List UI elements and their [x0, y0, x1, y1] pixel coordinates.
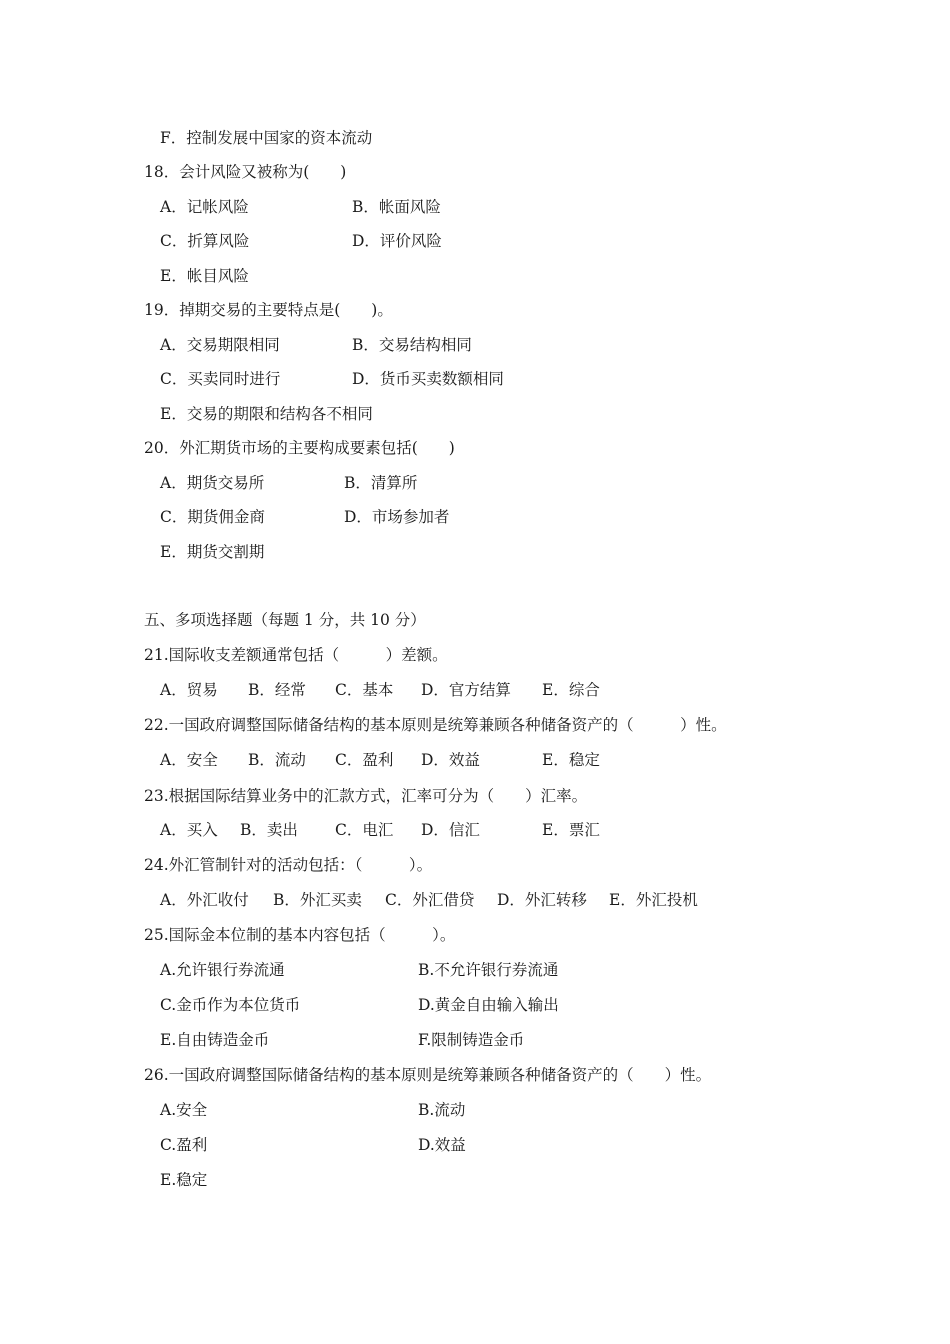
q18-option-d: D．评价风险 [352, 232, 442, 250]
q21-option-e: E．综合 [542, 681, 600, 699]
q25-option-d: D.黄金自由输入输出 [418, 996, 559, 1014]
q22-option-d: D．效益 [421, 751, 480, 769]
q23-option-a: A．买入 [160, 821, 218, 839]
section-heading: 五、多项选择题（每题 1 分，共 10 分） [144, 611, 426, 629]
question-18: 18．会计风险又被称为( ) [144, 163, 347, 181]
q20-option-e: E．期货交割期 [160, 543, 265, 561]
question-20: 20．外汇期货市场的主要构成要素包括( ) [144, 439, 455, 457]
q20-option-b: B．清算所 [344, 474, 418, 492]
question-24: 24.外汇管制针对的活动包括：（ ）。 [144, 856, 433, 874]
q18-option-c: C．折算风险 [160, 232, 250, 250]
q18-option-a: A．记帐风险 [160, 198, 249, 216]
q18-option-b: B．帐面风险 [352, 198, 441, 216]
q24-option-b: B．外汇买卖 [273, 891, 362, 909]
question-23: 23.根据国际结算业务中的汇款方式，汇率可分为（ ）汇率。 [144, 787, 588, 805]
q20-option-c: C．期货佣金商 [160, 508, 265, 526]
q21-option-d: D．官方结算 [421, 681, 511, 699]
q23-option-d: D．信汇 [421, 821, 480, 839]
q22-option-b: B．流动 [248, 751, 306, 769]
question-19: 19．掉期交易的主要特点是( )。 [144, 301, 393, 319]
q26-option-c: C.盈利 [160, 1136, 208, 1154]
question-22: 22.一国政府调整国际储备结构的基本原则是统筹兼顾各种储备资产的（ ）性。 [144, 716, 727, 734]
q22-option-c: C．盈利 [335, 751, 394, 769]
q21-option-a: A．贸易 [160, 681, 218, 699]
q25-option-f: F.限制铸造金币 [418, 1031, 525, 1049]
question-26: 26.一国政府调整国际储备结构的基本原则是统筹兼顾各种储备资产的（ ）性。 [144, 1066, 712, 1084]
q19-option-d: D．货币买卖数额相同 [352, 370, 504, 388]
question-21: 21.国际收支差额通常包括（ ）差额。 [144, 646, 448, 664]
q24-option-c: C．外汇借贷 [385, 891, 475, 909]
option-f: F．控制发展中国家的资本流动 [160, 129, 373, 147]
q25-option-e: E.自由铸造金币 [160, 1031, 270, 1049]
q19-option-a: A．交易期限相同 [160, 336, 280, 354]
q21-option-b: B．经常 [248, 681, 306, 699]
q26-option-b: B.流动 [418, 1101, 466, 1119]
q23-option-e: E．票汇 [542, 821, 600, 839]
q25-option-c: C.金币作为本位货币 [160, 996, 301, 1014]
q19-option-e: E．交易的期限和结构各不相同 [160, 405, 373, 423]
q20-option-d: D．市场参加者 [344, 508, 450, 526]
q23-option-b: B．卖出 [240, 821, 298, 839]
q25-option-a: A.允许银行券流通 [160, 961, 285, 979]
question-25: 25.国际金本位制的基本内容包括（ ）。 [144, 926, 456, 944]
q22-option-a: A．安全 [160, 751, 218, 769]
q24-option-e: E．外汇投机 [609, 891, 698, 909]
q23-option-c: C．电汇 [335, 821, 394, 839]
q24-option-d: D．外汇转移 [497, 891, 587, 909]
q18-option-e: E．帐目风险 [160, 267, 249, 285]
q21-option-c: C．基本 [335, 681, 394, 699]
q19-option-c: C．买卖同时进行 [160, 370, 281, 388]
q20-option-a: A．期货交易所 [160, 474, 265, 492]
q26-option-e: E.稳定 [160, 1171, 208, 1189]
q26-option-d: D.效益 [418, 1136, 466, 1154]
q22-option-e: E．稳定 [542, 751, 600, 769]
q25-option-b: B.不允许银行券流通 [418, 961, 559, 979]
q26-option-a: A.安全 [160, 1101, 208, 1119]
q24-option-a: A．外汇收付 [160, 891, 249, 909]
q19-option-b: B．交易结构相同 [352, 336, 472, 354]
